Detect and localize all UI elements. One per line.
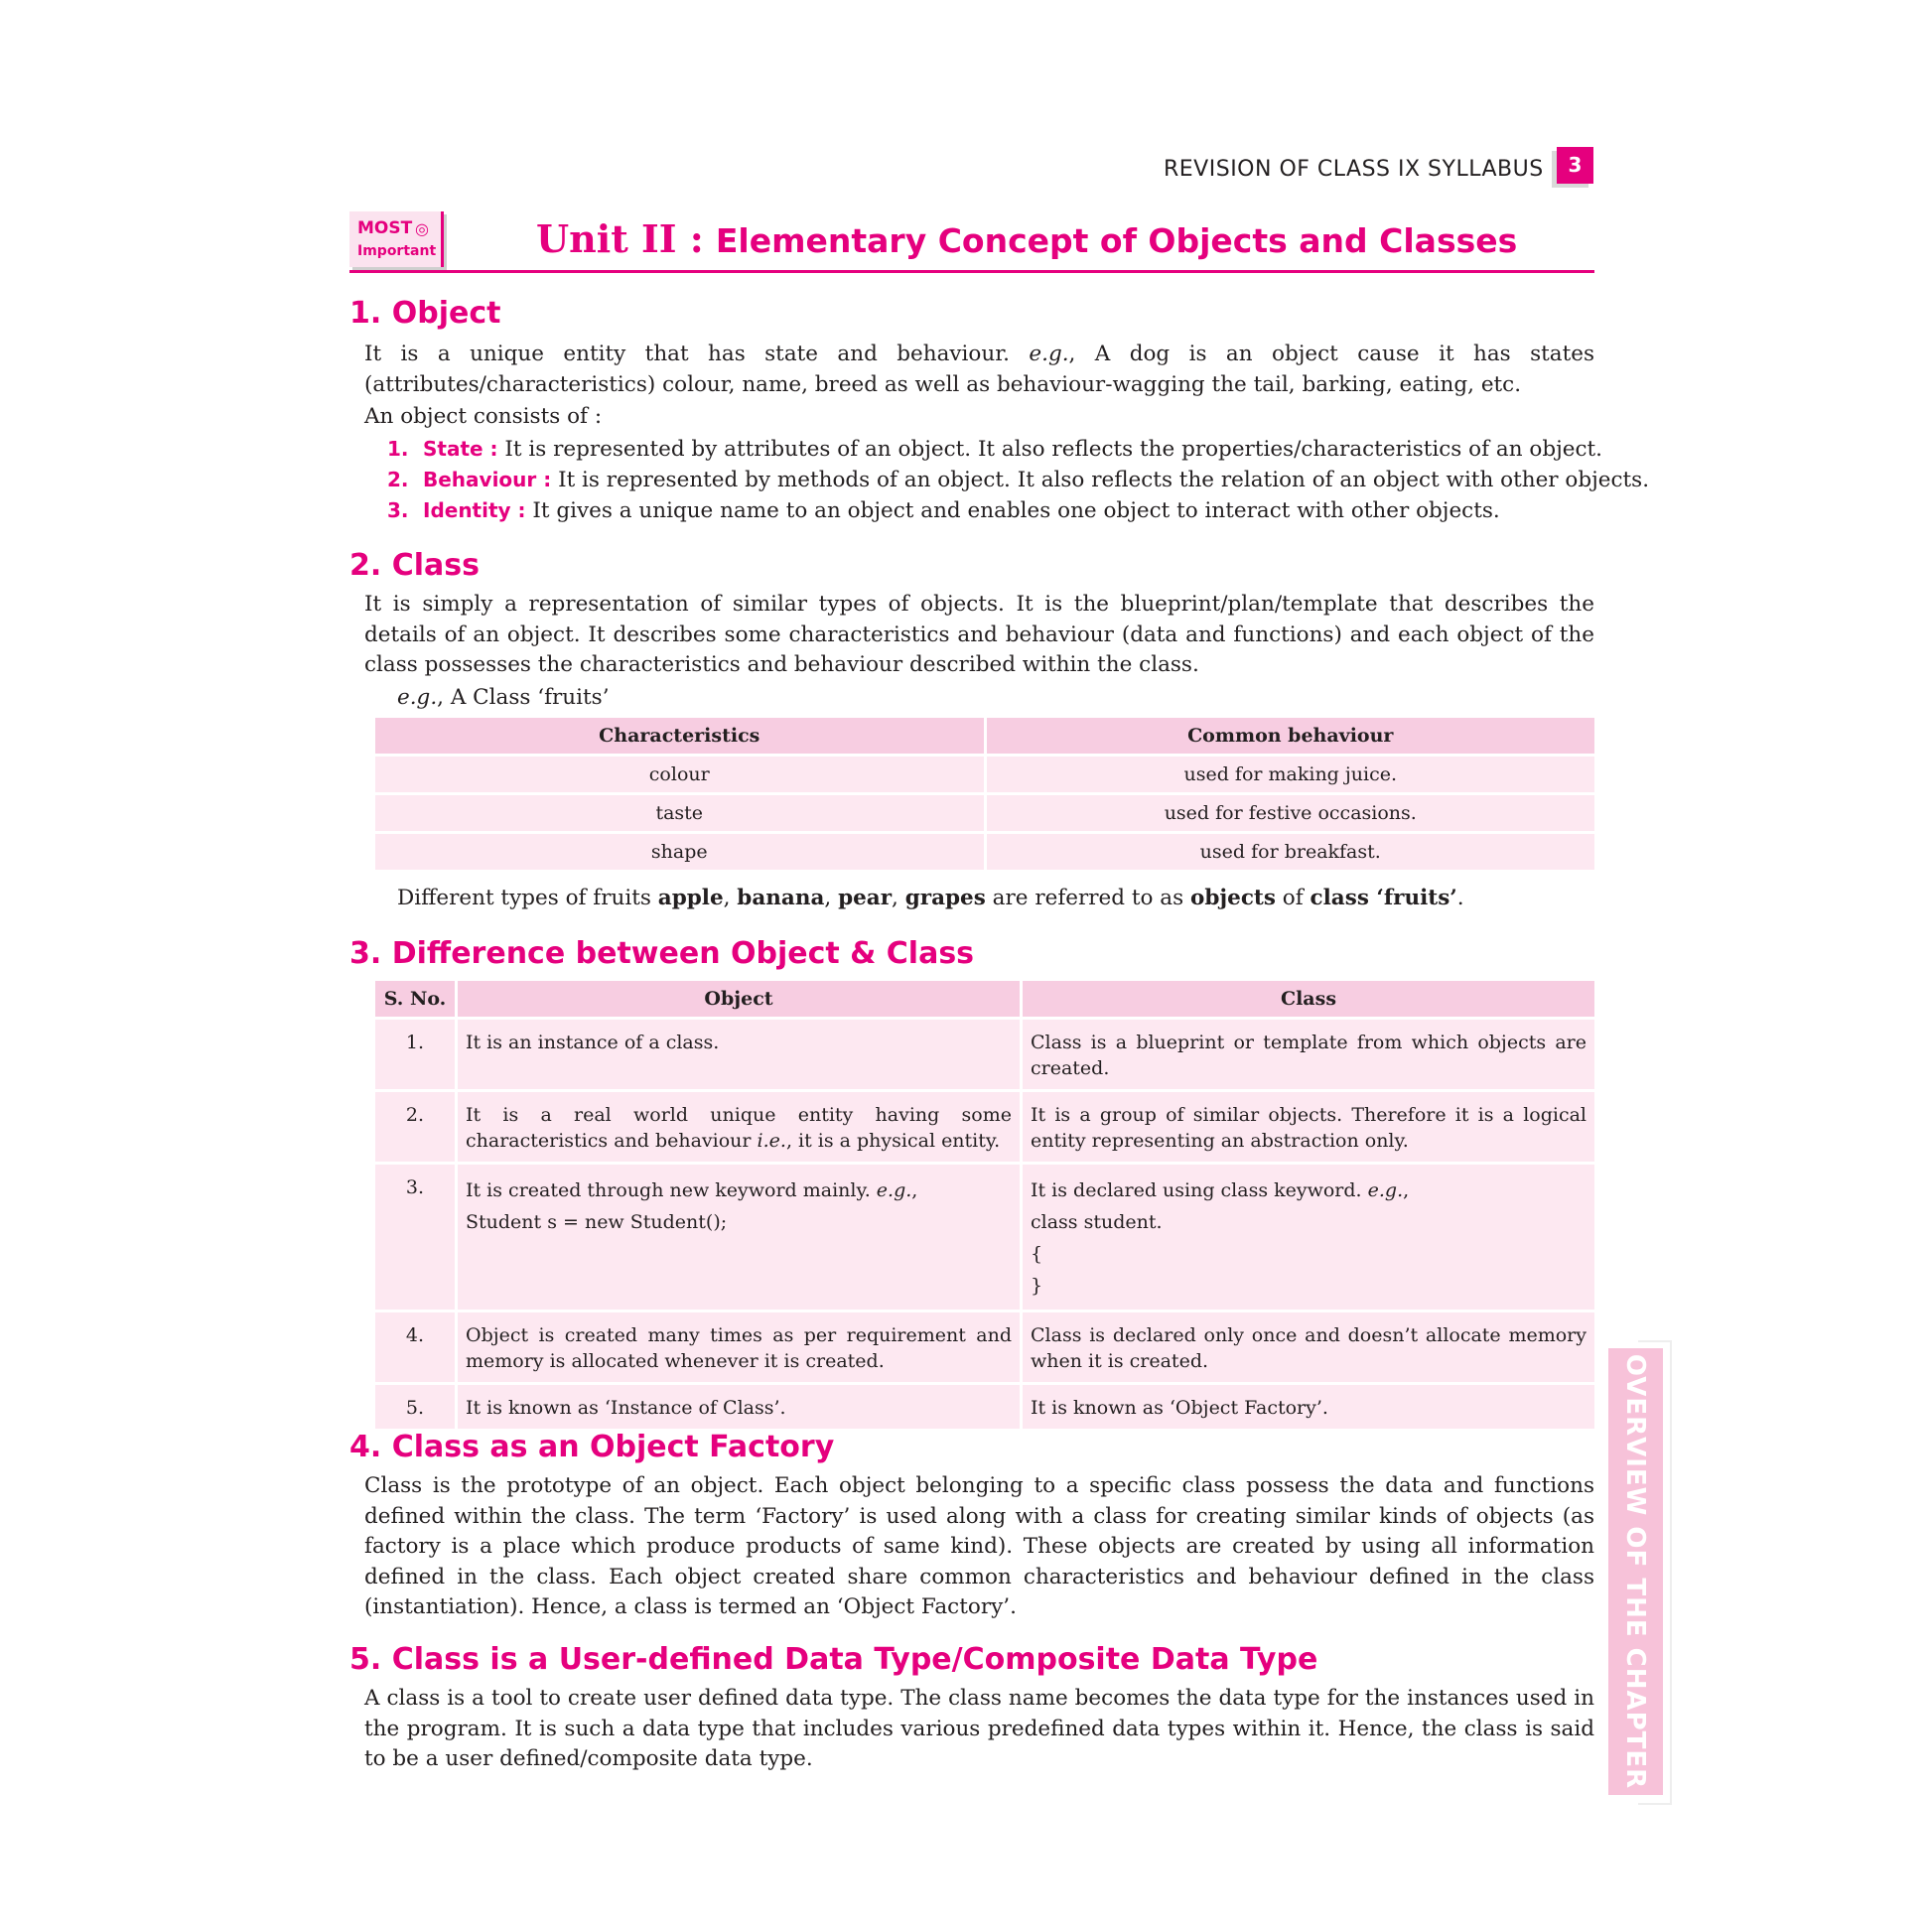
- table-cell: 2.: [375, 1092, 455, 1162]
- list-num: 3.: [387, 498, 409, 522]
- code-line: class student.: [1031, 1211, 1163, 1233]
- cell-text: It is declared using class keyword.: [1031, 1179, 1368, 1201]
- table-row: [375, 1385, 1594, 1429]
- object-para-eg: e.g.: [1029, 342, 1069, 366]
- list-item: [387, 495, 1500, 526]
- table-cell: Object is created many times as per requirement and memory is allocated whenever it is created.: [458, 1312, 1020, 1382]
- summary-text: are referred to as: [985, 886, 1190, 910]
- list-item: [387, 465, 1649, 495]
- table-cell: used for breakfast.: [987, 834, 1595, 870]
- unit-title-text: Elementary Concept of Objects and Classes: [715, 221, 1518, 260]
- unit-title: [536, 216, 1517, 261]
- target-icon: ◎: [415, 219, 429, 238]
- page-number: 3: [1557, 147, 1593, 184]
- table-cell: [458, 1092, 1020, 1162]
- userdefined-paragraph: A class is a tool to create user defined data type. The class name becomes the data type for the instances used in the program. It is such a data type that includes various predefined data types within it. Hence, the class is said to be a user defined/composite data type.: [364, 1686, 1594, 1771]
- table-cell: used for festive occasions.: [987, 795, 1595, 831]
- heading-difference: 3. Difference between Object & Class: [349, 936, 975, 971]
- cell-text: ,: [1403, 1179, 1410, 1201]
- table-row: [375, 1020, 1594, 1089]
- code-line: {: [1031, 1243, 1043, 1265]
- summary-text: ,: [723, 886, 738, 910]
- object-paragraph: [364, 340, 1594, 400]
- cell-line: [1031, 1174, 1587, 1206]
- cell-text: ,: [911, 1179, 918, 1201]
- object-para-a: It is a unique entity that has state and behaviour.: [364, 342, 1010, 366]
- object-consists: An object consists of :: [364, 404, 603, 429]
- table-row: [375, 1312, 1594, 1382]
- table-cell: 3.: [375, 1165, 455, 1310]
- code-line: }: [1031, 1275, 1043, 1297]
- code-line: Student s = new Student();: [466, 1211, 728, 1233]
- class-eg-text: , A Class ‘fruits’: [437, 685, 610, 710]
- summary-text: of: [1275, 886, 1311, 910]
- fruits-summary: [397, 884, 1464, 913]
- heading-object: 1. Object: [349, 296, 501, 331]
- table-cell: shape: [375, 834, 984, 870]
- table-cell: taste: [375, 795, 984, 831]
- table-cell: colour: [375, 757, 984, 792]
- list-term: Identity :: [423, 498, 526, 522]
- list-term: State :: [423, 437, 498, 461]
- table-cell: Class is declared only once and doesn’t allocate memory when it is created.: [1023, 1312, 1594, 1382]
- table-header: Class: [1023, 981, 1594, 1017]
- table-row: [375, 795, 1594, 831]
- table-row: [375, 834, 1594, 870]
- table-header: Common behaviour: [987, 718, 1595, 754]
- list-term: Behaviour :: [423, 468, 552, 491]
- cell-line: [466, 1174, 1012, 1206]
- list-text: It gives a unique name to an object and enables one object to interact with other objects.: [525, 498, 1500, 523]
- cell-eg: e.g.: [1367, 1179, 1404, 1201]
- summary-text: .: [1456, 886, 1464, 910]
- list-item: [387, 434, 1602, 465]
- fruits-table: [372, 715, 1597, 873]
- table-header: S. No.: [375, 981, 455, 1017]
- summary-bold: banana: [737, 886, 825, 910]
- table-cell: 4.: [375, 1312, 455, 1382]
- table-cell: 1.: [375, 1020, 455, 1089]
- table-cell: Class is a blueprint or template from which objects are created.: [1023, 1020, 1594, 1089]
- summary-bold: class ‘fruits’: [1310, 886, 1457, 910]
- list-text: It is represented by attributes of an object. It also reflects the properties/characteristics of an object.: [497, 437, 1603, 462]
- table-row: [375, 1165, 1594, 1310]
- table-header: Object: [458, 981, 1020, 1017]
- heading-factory: 4. Class as an Object Factory: [349, 1430, 835, 1464]
- summary-text: ,: [892, 886, 905, 910]
- side-tab-label: OVERVIEW OF THE CHAPTER: [1620, 1353, 1650, 1790]
- object-para-b: , A dog is an object cause it has states (attributes/characteristics) colour, name, breed as well as behaviour-wagging the tail, barking, eating, etc.: [364, 342, 1594, 397]
- list-text: It is represented by methods of an object. It also reflects the relation of an object with other objects.: [551, 468, 1650, 492]
- table-cell: [1023, 1165, 1594, 1310]
- list-num: 1.: [387, 437, 409, 461]
- summary-bold: objects: [1189, 886, 1276, 910]
- summary-text: ,: [824, 886, 839, 910]
- summary-bold: pear: [838, 886, 893, 910]
- list-num: 2.: [387, 468, 409, 491]
- heading-userdefined: 5. Class is a User-defined Data Type/Composite Data Type: [349, 1642, 1318, 1677]
- table-cell: It is an instance of a class.: [458, 1020, 1020, 1089]
- table-cell: It is known as ‘Object Factory’.: [1023, 1385, 1594, 1429]
- cell-ie: i.e.: [757, 1130, 786, 1152]
- table-cell: 5.: [375, 1385, 455, 1429]
- table-header-row: [375, 718, 1594, 754]
- unit-prefix: Unit II :: [536, 216, 704, 261]
- summary-bold: apple: [657, 886, 724, 910]
- table-cell: It is a group of similar objects. Therefore it is a logical entity representing an abstraction only.: [1023, 1092, 1594, 1162]
- table-header: Characteristics: [375, 718, 984, 754]
- cell-eg: e.g.: [876, 1179, 912, 1201]
- class-example: [397, 683, 610, 713]
- title-rule: [349, 270, 1594, 273]
- table-cell: [458, 1165, 1020, 1310]
- most-important-badge: [349, 211, 444, 267]
- badge-line2: Important: [357, 243, 437, 259]
- class-paragraph: It is simply a representation of similar types of objects. It is the blueprint/plan/template that describes the details of an object. It describes some characteristics and behaviour (data and functions) and each object of the class possesses the characteristics and behaviour described within the class.: [364, 592, 1594, 677]
- factory-paragraph: Class is the prototype of an object. Each object belonging to a specific class possess the data and functions defined within the class. The term ‘Factory’ is used along with a class for creating similar kinds of objects (as factory is a place which produce products of same kind). These objects are created by using all information defined in the class. Each object created share common characteristics and behaviour defined in the class (instantiation). Hence, a class is termed an ‘Object Factory’.: [364, 1473, 1594, 1619]
- class-eg: e.g.: [397, 685, 438, 710]
- summary-bold: grapes: [904, 886, 986, 910]
- cell-text: It is a real world unique entity having some characteristics and behaviour: [466, 1104, 1012, 1152]
- cell-text: , it is a physical entity.: [785, 1130, 1001, 1152]
- table-cell: used for making juice.: [987, 757, 1595, 792]
- cell-text: It is created through new keyword mainly.: [466, 1179, 877, 1201]
- table-row: [375, 1092, 1594, 1162]
- table-row: [375, 757, 1594, 792]
- running-header: REVISION OF CLASS IX SYLLABUS: [1164, 157, 1544, 182]
- summary-text: Different types of fruits: [397, 886, 658, 910]
- heading-class: 2. Class: [349, 548, 480, 583]
- table-header-row: [375, 981, 1594, 1017]
- difference-table: [372, 978, 1597, 1432]
- badge-line1: MOST: [357, 218, 413, 238]
- table-cell: It is known as ‘Instance of Class’.: [458, 1385, 1020, 1429]
